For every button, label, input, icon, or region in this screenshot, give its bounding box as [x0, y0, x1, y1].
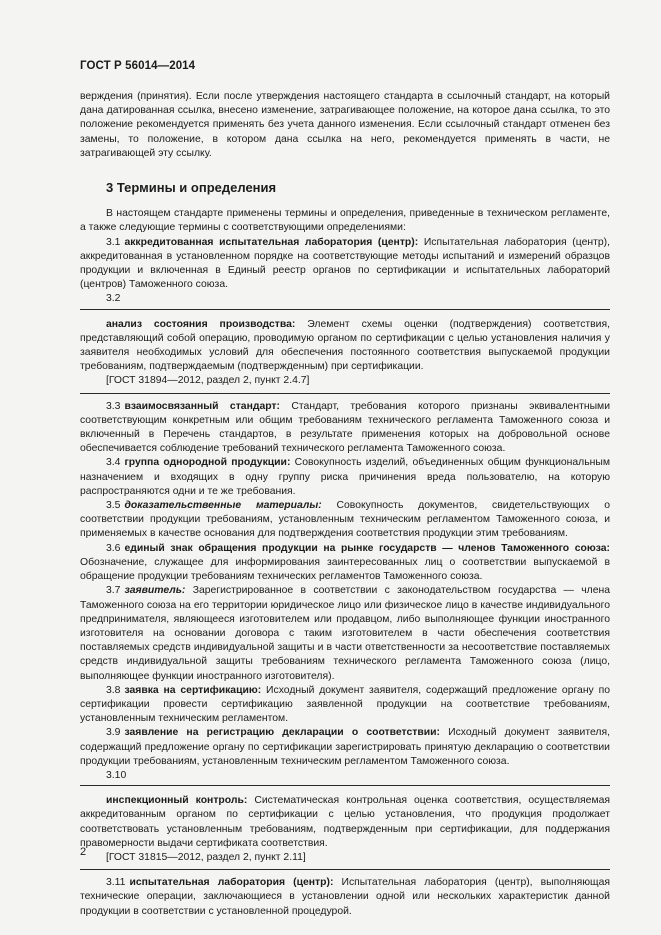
term-definition: Систематическая контрольная оценка соответствия, осуществляемая аккредитованным органом по сертификации с целью установления, что продукция продолжает соответствовать установленным требованиям, подтвержденным при сертификации, для поддержания правомерности выдачи сертификата соответствия.	[80, 795, 610, 849]
term-number: 3.10	[106, 769, 127, 781]
page-number: 2	[80, 846, 87, 858]
term-definition: Исходный документ заявителя, содержащий предложение органу по сертификации провести сертификацию заявленной продукции на соответствие требованиям, установленным техническим регламентом.	[80, 684, 610, 725]
term-name: заявление на регистрацию декларации о соответствии:	[124, 727, 440, 739]
term-name: взаимосвязанный стандарт:	[124, 400, 280, 412]
term-number: 3.4	[106, 457, 121, 469]
term-number: 3.3	[106, 400, 121, 412]
term-entry	[80, 236, 610, 293]
term-number: 3.7	[106, 585, 121, 597]
term-name: инспекционный контроль:	[106, 795, 248, 807]
term-definition: Совокупность документов, свидетельствующих о соответствии продукции требованиям, установленным техническим регламентом Таможенного союза, и применяемых в качестве основания для подтверждения соответствия продукции этим требованиям.	[80, 500, 610, 540]
term-name: испытательная лаборатория (центр):	[129, 877, 334, 889]
term-definition: Обозначение, служащее для информирования заинтересованных лиц о соответствии выпускаемой в обращение продукции требованиям технических регламентов Таможенного союза.	[80, 556, 610, 583]
term-name: доказательственные материалы:	[124, 500, 322, 512]
term-definition: Зарегистрированное в соответствии с законодательством государства — члена Таможенного союза на его территории юридическое лицо или физическое лицо в качестве индивидуального предпринимателя, являющееся изготовителем или продавцом, либо выполняющее функции иностранного изготовителя на основании договора с таким изготовителем в части обеспечения соответствия поставляемых средств индивидуальной защиты и в части ответственности за несоответствие поставляемых средств индивидуальной защиты требованиям технического регламента Таможенного союза (лицо, выполняющее функции иностранного изготовителя).	[80, 585, 610, 682]
term-number: 3.9	[106, 727, 121, 739]
term-definition: Элемент схемы оценки (подтверждения) соответствия, представляющий собой операцию, проводимую органом по сертификации с целью установления наличия у заявителя необходимых условий для обеспечения постоянного соответствия выпускаемой продукции требованиям, подтверждаемым (подтвержденным) при сертификации.	[80, 318, 611, 373]
term-entry	[80, 456, 610, 499]
term-number: 3.6	[106, 542, 121, 554]
term-entry	[80, 400, 610, 457]
intro-paragraph: верждения (принятия). Если после утверждения настоящего стандарта в ссылочный стандарт, на который дана датированная ссылка, внесено изменение, затрагивающее положение, на которое дана ссылка, то это положение рекомендуется применять без учета данного изменения. Если ссылочный стандарт отменен без замены, то положение, в котором дана ссылка на него, рекомендуется применять в части, не затрагивающей эту ссылку.	[80, 91, 610, 159]
term-name: анализ состояния производства:	[106, 318, 296, 330]
term-entry	[80, 318, 610, 375]
term-entry	[80, 584, 610, 683]
section-title: 3 Термины и определения	[106, 180, 277, 196]
term-name: заявитель:	[124, 585, 186, 597]
term-number: 3.2	[106, 293, 121, 305]
term-number: 3.11	[106, 877, 126, 889]
term-number: 3.5	[106, 500, 121, 512]
section-lead: В настоящем стандарте применены термины и определения, приведенные в техническом регламенте, а также следующие термины с соответствующими определениями:	[80, 208, 610, 234]
term-entry	[80, 876, 610, 919]
term-name: единый знак обращения продукции на рынке государств — членов Таможенного союза:	[124, 542, 610, 554]
term-name: группа однородной продукции:	[124, 457, 291, 469]
document-body	[80, 90, 610, 919]
term-number: 3.1	[106, 236, 121, 248]
term-entry	[80, 499, 610, 542]
term-entry	[80, 684, 610, 727]
term-name: заявка на сертификацию:	[124, 684, 262, 696]
term-source: [ГОСТ 31815—2012, раздел 2, пункт 2.11]	[106, 851, 306, 863]
term-name: аккредитованная испытательная лаборатория (центр):	[124, 236, 419, 248]
boxed-term-entry	[80, 309, 610, 394]
term-number: 3.8	[106, 684, 121, 696]
term-definition: Испытательная лаборатория (центр), аккредитованная в установленном порядке на соответствующие методы испытаний и измерений образцов продукции и включенная в Единый реестр органов по сертификации и испытательных лабораторий (центров) Таможенного союза.	[80, 236, 610, 291]
term-entry	[80, 794, 610, 851]
term-source: [ГОСТ 31894—2012, раздел 2, пункт 2.4.7]	[106, 375, 310, 387]
boxed-term-entry	[80, 785, 610, 870]
term-entry	[80, 726, 610, 769]
term-definition: Стандарт, требования которого признаны эквивалентными соответствующим конкретным или общим требованиям технического регламента Таможенного союза и включенный в Перечень стандартов, в результате применения которых на добровольной основе обеспечивается соблюдение требований технического регламента Таможенного союза.	[80, 400, 610, 455]
term-entry	[80, 542, 610, 585]
term-definition: Исходный документ заявителя, содержащий предложение органу по сертификации зарегистрировать принятую декларацию о соответствии продукции требованиям, установленным техническим регламентом Таможенного союза.	[80, 727, 610, 767]
term-definition: Совокупность изделий, объединенных общим функциональным назначением и входящих в одну группу риска причинения вреда пользователю, на которую распространяются одни и те же требования.	[80, 457, 610, 497]
term-definition: Испытательная лаборатория (центр), выполняющая технические операции, заключающиеся в установлении одной или нескольких характеристик данной продукции в соответствии с установленной процедурой.	[80, 877, 610, 917]
document-header: ГОСТ Р 56014—2014	[80, 60, 196, 72]
